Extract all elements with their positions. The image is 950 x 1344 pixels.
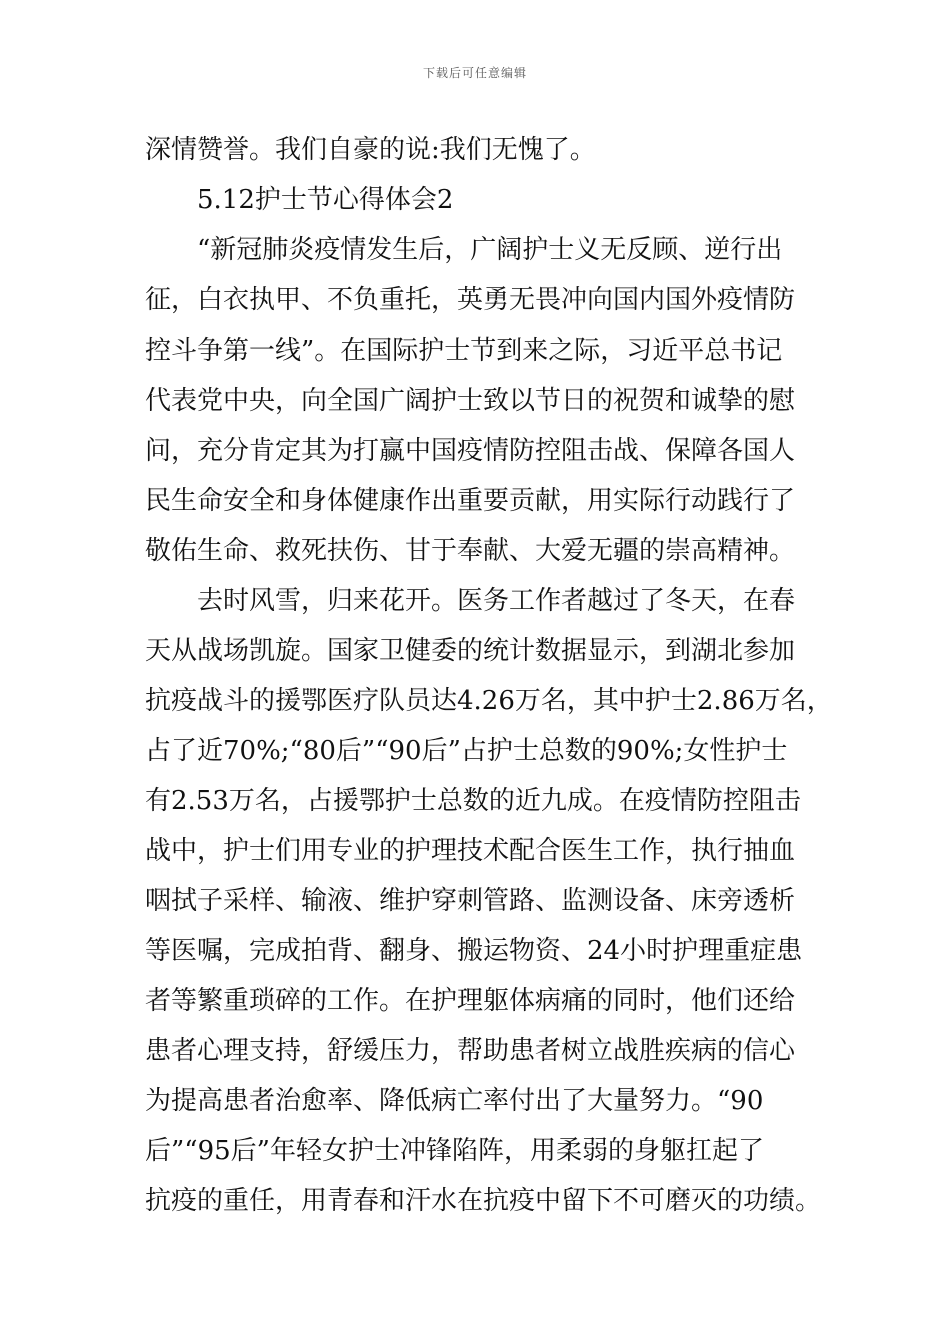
page-header: 下载后可任意编辑 — [422, 66, 527, 80]
text-line: 天从战场凯旋。国家卫健委的统计数据显示，到湖北参加 — [145, 636, 796, 666]
text-line: 后”“95后”年轻女护士冲锋陷阵，用柔弱的身躯扛起了 — [145, 1136, 764, 1166]
text-line: 敬佑生命、救死扶伤、甘于奉献、大爱无疆的崇高精神。 — [145, 536, 796, 566]
text-line: 有2.53万名，占援鄂护士总数的近九成。在疫情防控阻击 — [145, 786, 801, 816]
text-line: 代表党中央，向全国广阔护士致以节日的祝贺和诚挚的慰 — [145, 386, 796, 416]
text-line: 患者心理支持，舒缓压力，帮助患者树立战胜疾病的信心 — [145, 1036, 796, 1066]
section-title: 5.12护士节心得体会2 — [197, 185, 454, 215]
text-line: 民生命安全和身体健康作出重要贡献，用实际行动践行了 — [145, 486, 796, 516]
text-line: 者等繁重琐碎的工作。在护理躯体病痛的同时，他们还给 — [145, 986, 796, 1016]
text-line: 去时风雪，归来花开。医务工作者越过了冬天，在春 — [197, 586, 796, 616]
text-line: “新冠肺炎疫情发生后，广阔护士义无反顾、逆行出 — [197, 235, 783, 265]
text-line: 控斗争第一线”。在国际护士节到来之际，习近平总书记 — [145, 336, 783, 366]
text-line: 咽拭子采样、输液、维护穿刺管路、监测设备、床旁透析 — [145, 886, 796, 916]
text-line: 抗疫的重任，用青春和汗水在抗疫中留下不可磨灭的功绩。 — [145, 1186, 822, 1216]
text-line: 为提高患者治愈率、降低病亡率付出了大量努力。“90 — [145, 1086, 764, 1116]
text-line: 征，白衣执甲、不负重托，英勇无畏冲向国内国外疫情防 — [145, 285, 796, 315]
text-line: 抗疫战斗的援鄂医疗队员达4.26万名，其中护士2.86万名， — [145, 686, 833, 716]
text-line: 战中，护士们用专业的护理技术配合医生工作，执行抽血 — [145, 836, 796, 866]
text-line: 占了近70%;“80后”“90后”占护士总数的90%;女性护士 — [145, 736, 788, 766]
text-line: 等医嘱，完成拍背、翻身、搬运物资、24小时护理重症患 — [145, 936, 803, 966]
text-line: 问，充分肯定其为打赢中国疫情防控阻击战、保障各国人 — [145, 436, 796, 466]
text-line: 深情赞誉。我们自豪的说:我们无愧了。 — [145, 135, 596, 165]
